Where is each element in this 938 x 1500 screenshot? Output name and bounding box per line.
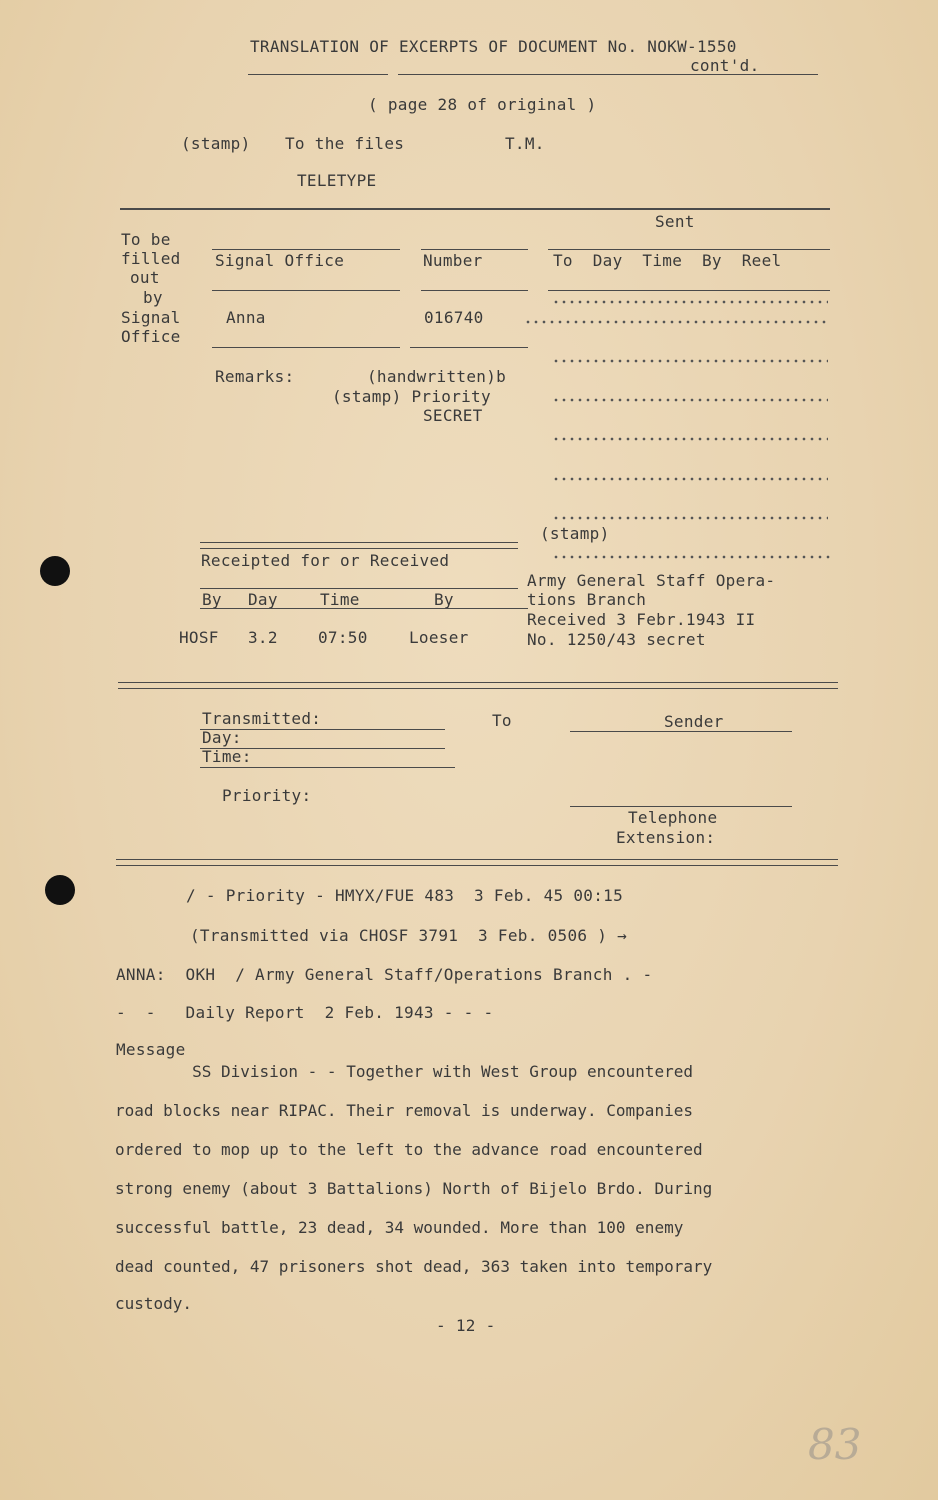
signal-office-rule-bottom — [212, 347, 400, 348]
remarks-stamp: (stamp) Priority — [332, 387, 491, 406]
stamp-label: (stamp) — [181, 134, 251, 153]
signal-office-rule-mid — [212, 290, 400, 291]
telephone-label: Telephone — [628, 808, 718, 827]
stamp-label-2: (stamp) — [540, 524, 610, 543]
sender-label: Sender — [664, 712, 724, 731]
sent-label: Sent — [655, 212, 695, 231]
to-label: To — [492, 711, 512, 730]
page-number: - 12 - — [436, 1316, 496, 1335]
priority-label: Priority: — [222, 786, 312, 805]
message-line-3: ANNA: OKH / Army General Staff/Operations Branch . - — [116, 965, 653, 984]
sent-dots-1 — [552, 300, 828, 304]
document-title: TRANSLATION OF EXCERPTS OF DOCUMENT No. NOKW-1550 — [250, 37, 737, 56]
sent-dots-7 — [552, 516, 828, 520]
time-label: Time: — [202, 747, 252, 766]
transmitted-label: Transmitted: — [202, 709, 322, 728]
signal-office-value: Anna — [226, 308, 266, 327]
number-label: Number — [423, 251, 483, 270]
remarks-handwritten: (handwritten)b — [367, 367, 507, 386]
sent-dots-4 — [552, 398, 828, 402]
number-value: 016740 — [424, 308, 484, 327]
to-files-label: To the files — [285, 134, 405, 153]
number-rule-bottom — [410, 347, 528, 348]
sent-rule-top — [548, 249, 830, 250]
message-line-2: (Transmitted via CHOSF 3791 3 Feb. 0506 ) → — [190, 926, 628, 945]
page-reference: ( page 28 of original ) — [368, 95, 597, 114]
sent-dots-3 — [552, 359, 828, 363]
signal-office-rule-top — [212, 249, 400, 250]
number-rule-mid — [421, 290, 528, 291]
form-type: TELETYPE — [297, 171, 377, 190]
pencil-page-mark: 83 — [808, 1420, 862, 1469]
signal-office-label: Signal Office — [215, 251, 345, 270]
title-rule-left — [248, 74, 388, 75]
remarks-secret: SECRET — [423, 406, 483, 425]
sender-rule — [570, 731, 792, 732]
extension-label: Extension: — [616, 828, 716, 847]
contd-label: cont'd. — [690, 56, 760, 75]
document-page: TRANSLATION OF EXCERPTS OF DOCUMENT No. NOKW-1550 cont'd. ( page 28 of original ) (stamp) To the files T.M. TELETYPE Sent To be filled out by Signal Office Signal Office Number To Day Time By Reel Anna 016740 Remarks: (handwritten)b (stamp) Priority SECRET (stamp) Receipted for or Received By Day Time By HOSF 3.2 07:50 Loeser Army General Staff Opera- tions Branch Received 3 Febr.1943 II No. 1250/43 secret Transmitted: Day: Time: To Sender Priority: Telephone Extension: ∕ - Priority - HMYX/FUE 483 3 Feb. 45 00:15 (Transmitted via CHOSF 3791 3 Feb. 0506 ) → ANNA: OKH / Army General Staff/Operations Branch . - - - Daily Report 2 Feb. 1943 - - - Message SS Division - - Together with West Group encountered road blocks near RIPAC. Their removal is underway. Companies ordered to mop up to the left to the advance road encountered strong enemy (about 3 Battalions) North of Bijelo Brdo. During successful battle, 23 dead, 34 wounded. More than 100 enemy dead counted, 47 prisoners shot dead, 363 taken into temporary custody. - 12 - 83 — [0, 0, 938, 1500]
section-double-rule-2b — [116, 865, 838, 866]
section-double-rule-2a — [116, 859, 838, 860]
telephone-rule — [570, 806, 792, 807]
remarks-label: Remarks: — [215, 367, 295, 386]
receipt-rule-4 — [200, 608, 528, 609]
initials: T.M. — [505, 134, 545, 153]
receipted-label: Receipted for or Received — [201, 551, 450, 570]
receipt-rule-top — [200, 542, 518, 543]
section-double-rule-1a — [118, 682, 838, 683]
form-top-rule — [120, 208, 830, 210]
time-rule — [200, 767, 455, 768]
sent-rule-mid — [548, 290, 830, 291]
number-rule-top — [421, 249, 528, 250]
stamp-dots — [552, 555, 834, 559]
sent-dots-6 — [552, 477, 828, 481]
receipt-rule-3 — [200, 588, 518, 589]
message-line-1: ∕ - Priority - HMYX/FUE 483 3 Feb. 45 00:15 — [186, 886, 624, 905]
section-double-rule-1b — [118, 688, 838, 689]
message-label: Message — [116, 1040, 186, 1059]
sent-dots-5 — [552, 437, 828, 441]
day-label: Day: — [202, 728, 242, 747]
message-line-4: - - Daily Report 2 Feb. 1943 - - - — [116, 1003, 494, 1022]
punch-hole-bottom — [45, 875, 75, 905]
punch-hole-top — [40, 556, 70, 586]
receipt-rule-2 — [200, 548, 518, 549]
sent-dots-2 — [524, 320, 828, 324]
sent-columns: To Day Time By Reel — [553, 251, 782, 270]
